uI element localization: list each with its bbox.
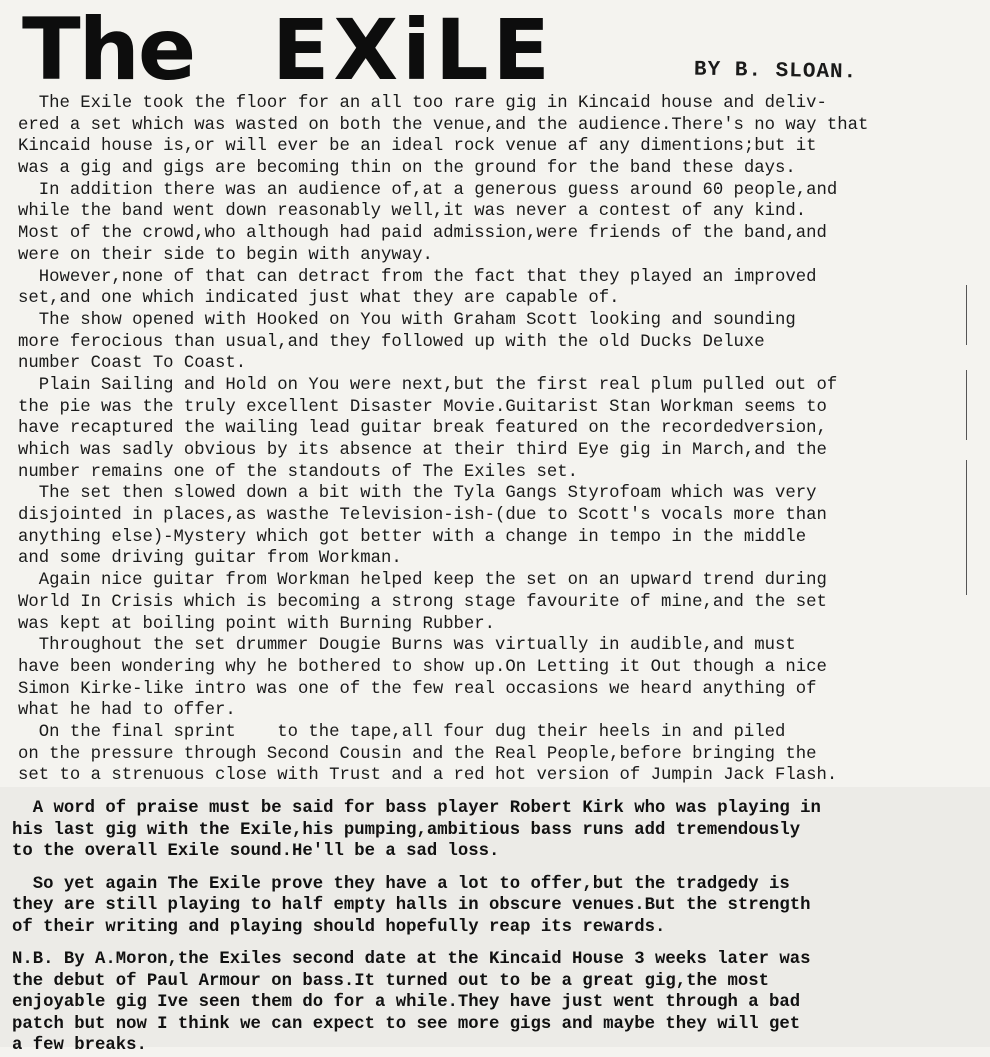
text-line: number Coast To Coast. (18, 354, 247, 374)
text-line: the pie was the truly excellent Disaster Movie.Guitarist Stan Workman seems to (18, 397, 827, 417)
text-line: The Exile took the floor for an all too rare gig in Kincaid house and deliv- (18, 94, 827, 113)
margin-rule (966, 370, 967, 440)
text-line: However,none of that can detract from the fact that they played an improved (18, 267, 817, 287)
text-line: to the overall Exile sound.He'll be a sad loss. (12, 842, 500, 861)
text-line: set to a strenuous close with Trust and a red hot version of Jumpin Jack Flash. (18, 766, 838, 786)
text-line: and some driving guitar from Workman. (18, 549, 402, 569)
text-line: So yet again The Exile prove they have a lot to offer,but the tradgedy is (12, 874, 790, 894)
text-line: have recaptured the wailing lead guitar break featured on the recordedversion, (18, 419, 827, 439)
text-line: enjoyable gig Ive seen them do for a while.They have just went through a bad (12, 993, 801, 1012)
text-line: Most of the crowd,who although had paid admission,were friends of the band,and (18, 224, 827, 244)
byline: BY B. SLOAN. (693, 58, 858, 85)
text-line: The set then slowed down a bit with the Tyla Gangs Styrofoam which was very (18, 484, 817, 504)
text-line: what he had to offer. (18, 701, 236, 721)
title-exile: EXiLE (272, 1, 554, 99)
paragraph-gap (12, 938, 982, 949)
text-line: his last gig with the Exile,his pumping,ambitious bass runs add tremendously (12, 820, 801, 840)
text-line: the debut of Paul Armour on bass.It turned out to be a great gig,the most (12, 971, 770, 991)
text-line: number remains one of the standouts of The Exiles set. (18, 462, 579, 482)
text-line: more ferocious than usual,and they followed up with the old Ducks Deluxe (18, 332, 765, 352)
text-line: they are still playing to half empty halls in obscure venues.But the strength (12, 896, 811, 915)
text-line: was a gig and gigs are becoming thin on the ground for the band these days. (18, 159, 796, 179)
text-line: set,and one which indicated just what they are capable of. (18, 289, 620, 309)
text-line: A word of praise must be said for bass player Robert Kirk who was playing in (12, 799, 821, 818)
text-line: while the band went down reasonably well,it was never a contest of any kind. (18, 202, 807, 222)
text-line: have been wondering why he bothered to show up.On Letting it Out though a nice (18, 657, 827, 677)
text-line: ered a set which was wasted on both the venue,and the audience.There's no way that (18, 115, 869, 135)
margin-rule (966, 460, 967, 595)
text-line: Throughout the set drummer Dougie Burns was virtually in audible,and must (18, 636, 796, 656)
text-line: anything else)-Mystery which got better with a change in tempo in the middle (18, 527, 807, 547)
paragraph-gap (12, 863, 982, 874)
article-header (22, 0, 982, 100)
title-the: The (22, 0, 195, 100)
text-line: which was sadly obvious by its absence at their third Eye gig in March,and the (18, 441, 827, 460)
text-line: on the pressure through Second Cousin and the Real People,before bringing the (18, 744, 817, 764)
text-line: World In Crisis which is becoming a strong stage favourite of mine,and the set (18, 592, 827, 612)
text-line: Again nice guitar from Workman helped keep the set on an upward trend during (18, 571, 827, 591)
text-line: patch but now I think we can expect to see more gigs and maybe they will get (12, 1014, 801, 1034)
text-line: In addition there was an audience of,at a generous guess around 60 people,and (18, 180, 838, 200)
review-body (18, 93, 983, 787)
addendum-text (12, 798, 982, 1057)
text-line: Plain Sailing and Hold on You were next,but the first real plum pulled out of (18, 375, 838, 395)
text-line: a few breaks. (12, 1036, 147, 1055)
text-line: The show opened with Hooked on You with Graham Scott looking and sounding (18, 310, 796, 330)
margin-rule (966, 285, 967, 345)
text-line: On the final sprint to the tape,all four dug their heels in and piled (18, 722, 786, 742)
text-line: were on their side to begin with anyway. (18, 245, 433, 265)
text-line: of their writing and playing should hopefully reap its rewards. (12, 917, 666, 937)
text-line: N.B. By A.Moron,the Exiles second date at the Kincaid House 3 weeks later was (12, 950, 811, 969)
text-line: Simon Kirke-like intro was one of the few real occasions we heard anything of (18, 679, 817, 699)
text-line: was kept at boiling point with Burning Rubber. (18, 614, 496, 634)
text-line: disjointed in places,as wasthe Television-ish-(due to Scott's vocals more than (18, 506, 827, 526)
text-line: Kincaid house is,or will ever be an ideal rock venue af any dimentions;but it (18, 137, 817, 157)
